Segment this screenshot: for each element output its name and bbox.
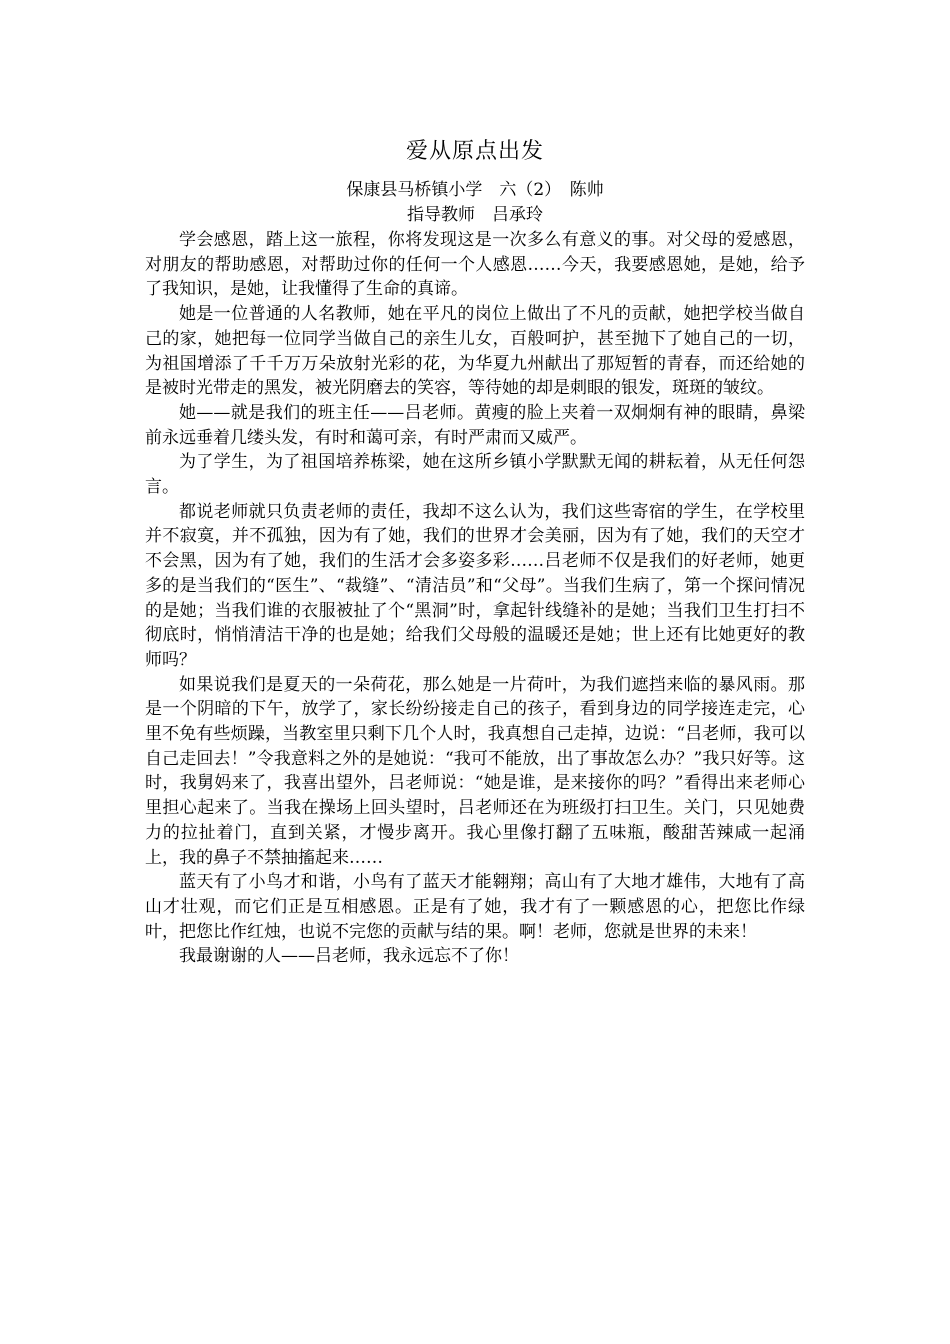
teacher-byline: 指导教师 吕承玲 bbox=[407, 205, 543, 225]
document-page bbox=[145, 136, 805, 969]
paragraph: 为了学生，为了祖国培养栋梁，她在这所乡镇小学默默无闻的耕耘着，从无任何怨言。 bbox=[145, 452, 805, 498]
paragraph: 学会感恩，踏上这一旅程，你将发现这是一次多么有意义的事。对父母的爱感恩，对朋友的帮助感恩，对帮助过你的任何一个人感恩……今天，我要感恩她，是她，给予了我知识，是她，让我懂得了生命的真谛。 bbox=[145, 230, 805, 300]
paragraph: 她是一位普通的人名教师，她在平凡的岗位上做出了不凡的贡献，她把学校当做自己的家，她把每一位同学当做自己的亲生儿女，百般呵护，甚至抛下了她自己的一切，为祖国增添了千千万万朵放射光彩的花，为华夏九州献出了那短暂的青春，而还给她的是被时光带走的黑发，被光阴磨去的笑容，等待她的却是刺眼的银发，斑斑的皱纹。 bbox=[145, 304, 805, 399]
essay-title: 爱从原点出发 bbox=[405, 139, 544, 164]
author-byline: 保康县马桥镇小学 六（2） 陈帅 bbox=[346, 180, 604, 200]
paragraph: 蓝天有了小鸟才和谐，小鸟有了蓝天才能翱翔；高山有了大地才雄伟，大地有了高山才壮观，而它们正是互相感恩。正是有了她，我才有了一颗感恩的心，把您比作绿叶，把您比作红烛，也说不完您的贡献与结的果。啊！老师，您就是世界的未来！ bbox=[145, 872, 805, 942]
paragraph: 如果说我们是夏天的一朵荷花，那么她是一片荷叶，为我们遮挡来临的暴风雨。那是一个阴暗的下午，放学了，家长纷纷接走自己的孩子，看到身边的同学接连走完，心里不免有些烦躁，当教室里只剩下几个人时，我真想自己走掉，边说：“吕老师，我可以自己走回去！”令我意料之外的是她说：“我可不能放，出了事故怎么办？”我只好等。这时，我舅妈来了，我喜出望外，吕老师说：“她是谁，是来接你的吗？”看得出来老师心里担心起来了。当我在操场上回头望时，吕老师还在为班级打扫卫生。关门，只见她费力的拉扯着门，直到关紧，才慢步离开。我心里像打翻了五味瓶，酸甜苦辣咸一起涌上，我的鼻子不禁抽搐起来…… bbox=[145, 674, 805, 868]
paragraph: 她——就是我们的班主任——吕老师。黄瘦的脸上夹着一双炯炯有神的眼睛，鼻梁前永远垂着几缕头发，有时和蔼可亲，有时严肃而又威严。 bbox=[145, 402, 805, 448]
paragraph: 都说老师就只负责老师的责任，我却不这么认为，我们这些寄宿的学生，在学校里并不寂寞，并不孤独，因为有了她，我们的世界才会美丽，因为有了她，我们的天空才不会黑，因为有了她，我们的生活才会多姿多彩……吕老师不仅是我们的好老师，她更多的是当我们的“医生”、“裁缝”、“清洁员”和“父母”。当我们生病了，第一个探问情况的是她；当我们谁的衣服被扯了个“黑洞”时，拿起针线缝补的是她；当我们卫生打扫不彻底时，悄悄清洁干净的也是她；给我们父母般的温暖还是她；世上还有比她更好的教师吗？ bbox=[145, 501, 805, 670]
essay-body bbox=[145, 228, 805, 969]
paragraph: 我最谢谢的人——吕老师，我永远忘不了你！ bbox=[179, 946, 519, 967]
